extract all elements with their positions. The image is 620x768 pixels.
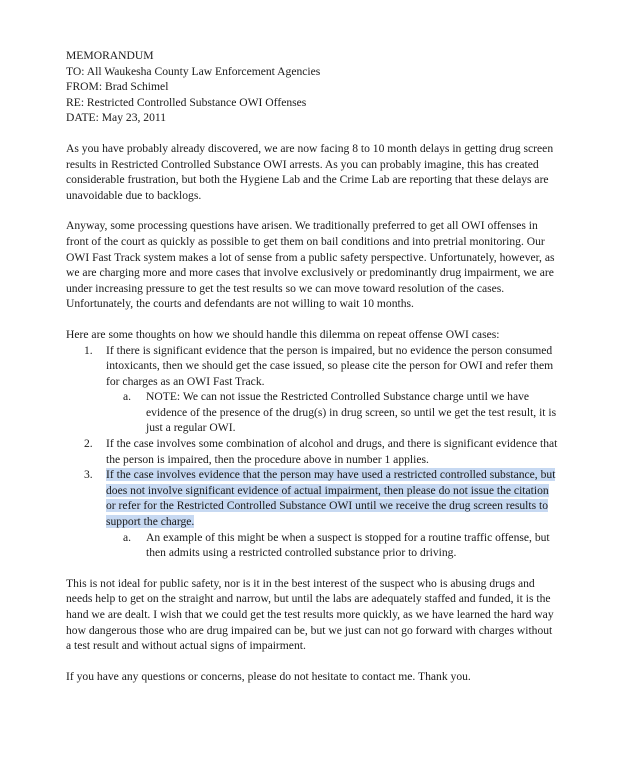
paragraph-processing: Anyway, some processing questions have arisen. We traditionally preferred to get all OWI offenses in front of the court as quickly as possible to get them on bail conditions and into pretrial monitoring. Our OWI Fast Track system makes a lot of sense from a public safety perspective. Unfortunately, however, as we are charging more and more cases that involve exclusively or predominantly drug impairment, we are under increasing pressure to get the test results so we can move toward resolution of the cases. Unfortunately, the courts and defendants are not willing to wait 10 months. (66, 219, 555, 311)
list-item-number: 1. (84, 343, 93, 357)
memo-from: FROM: Brad Schimel (66, 80, 169, 94)
highlighted-text-selection[interactable]: If the case involves evidence that the person may have used a restricted controlled substance, but does not involve significant evidence of actual impairment, then please do not issue the citation or refer for the Restricted Controlled Substance OWI until we receive the drug screen results to support the charge. (106, 468, 556, 529)
list-item (66, 436, 560, 467)
memo-to: TO: All Waukesha County Law Enforcement Agencies (66, 64, 321, 78)
list-item-text: If the case involves some combination of alcohol and drugs, and there is significant evidence that the person is impaired, then the procedure above in number 1 applies. (106, 437, 558, 466)
list-item-number: 3. (84, 468, 93, 482)
memo-re: RE: Restricted Controlled Substance OWI Offenses (66, 95, 307, 109)
list-item-number: 2. (84, 437, 93, 451)
list-item-text: If there is significant evidence that the person is impaired, but no evidence the person consumed intoxicants, then we should get the case issued, so please cite the person for OWI and refer them for charges as an OWI Fast Track. (106, 343, 554, 388)
sub-item-text: An example of this might be when a suspect is stopped for a routine traffic offense, but then admits using a restricted controlled substance prior to driving. (146, 530, 550, 560)
memo-title: MEMORANDUM (66, 49, 154, 62)
list-item (66, 343, 560, 437)
procedure-list (66, 343, 560, 561)
paragraph-thoughts-intro: Here are some thoughts on how we should handle this dilemma on repeat offense OWI cases: (66, 327, 500, 341)
memo-date: DATE: May 23, 2011 (66, 111, 167, 125)
sub-item-letter: a. (123, 390, 132, 404)
memo-header (66, 48, 560, 126)
paragraph-delays: As you have probably already discovered, we are now facing 8 to 10 month delays in getting drug screen results in Restricted Controlled Substance OWI arrests. As you can probably imagine, this has created considerable frustration, but both the Hygiene Lab and the Crime Lab are reporting that these delays are unavoidable due to backlogs. (66, 141, 554, 202)
sub-item-text: NOTE: We can not issue the Restricted Controlled Substance charge until we have evidence of the presence of the drug(s) in drug screen, so until we get the test result, it is just a regular OWI. (146, 390, 557, 435)
paragraph-contact: If you have any questions or concerns, please do not hesitate to contact me. Thank you. (66, 669, 471, 683)
list-item-highlighted (66, 467, 560, 561)
sub-item (106, 389, 560, 436)
sub-item-letter: a. (123, 530, 132, 544)
sub-item (106, 530, 560, 561)
paragraph-public-safety: This is not ideal for public safety, nor is it in the best interest of the suspect who is abusing drugs and needs help to get on the straight and narrow, but until the labs are adequately staffed and funded, it is the hand we are dealt. I wish that we could get the test results more quickly, as we have learned the hard way how dangerous those who are drug impaired can be, but we just can not go forward with charges without a test result and without actual signs of impairment. (66, 576, 554, 653)
